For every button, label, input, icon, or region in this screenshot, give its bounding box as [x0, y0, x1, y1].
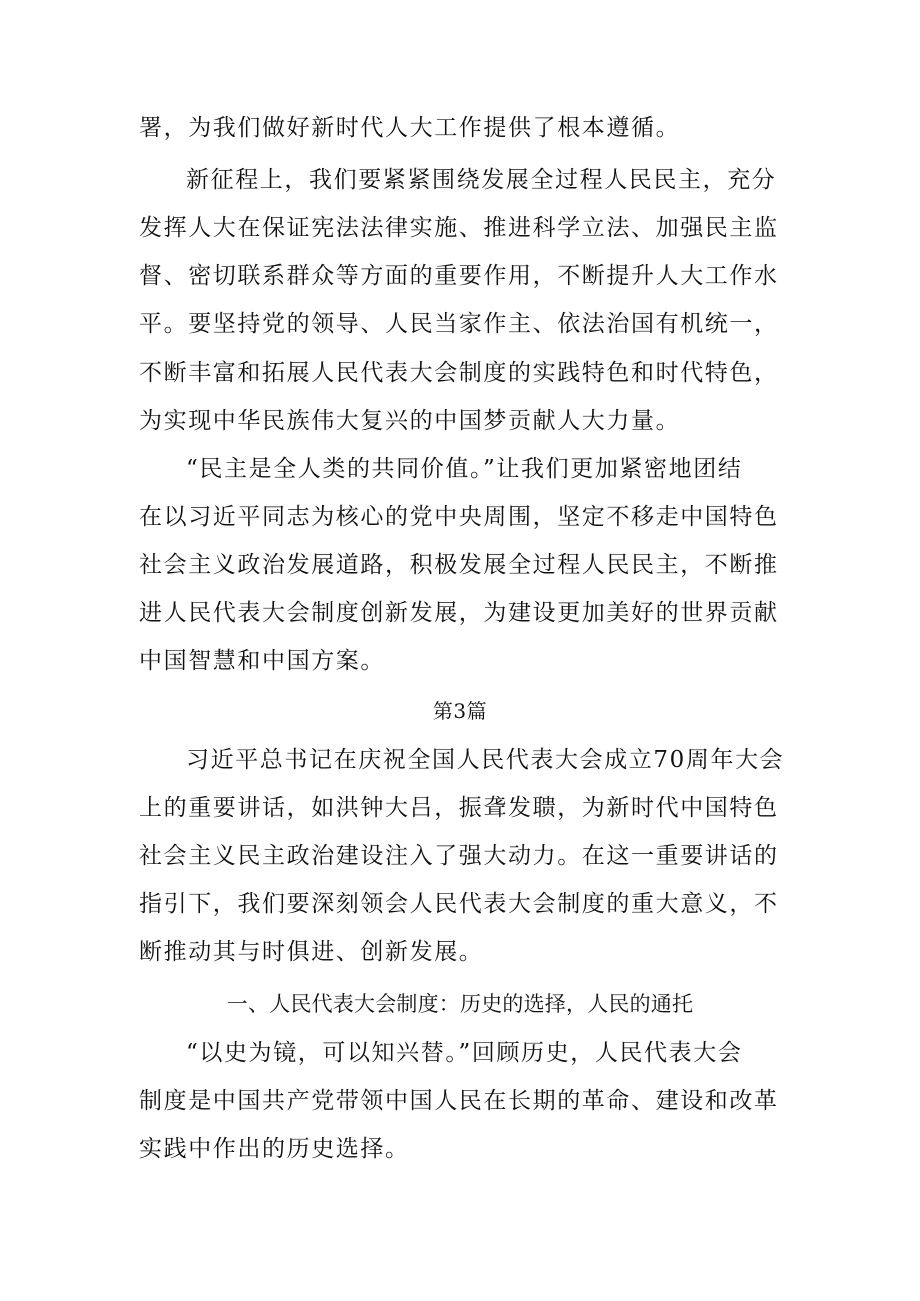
- text-line: 督、密切联系群众等方面的重要作用，不断提升人大工作水: [139, 263, 779, 289]
- text-line: 实践中作出的历史选择。: [139, 1136, 410, 1162]
- section-heading: 一、人民代表大会制度：历史的选择，人民的通托: [226, 992, 694, 1016]
- text-line: 社会主义政治发展道路，积极发展全过程人民民主，不断推: [139, 552, 779, 578]
- text-line: “以史为镜，可以知兴替。”回顾历史，人民代表大会: [186, 1040, 743, 1066]
- text-line: 习近平总书记在庆祝全国人民代表大会成立70周年大会: [186, 747, 785, 773]
- text-line: 平。要坚持党的领导、人民当家作主、依法治国有机统一，: [139, 311, 779, 337]
- text-line: 发挥人大在保证宪法法律实施、推进科学立法、加强民主监: [139, 215, 779, 241]
- text-line: 为实现中华民族伟大复兴的中国梦贡献人大力量。: [139, 408, 681, 434]
- text-line: 不断丰富和拓展人民代表大会制度的实践特色和时代特色，: [139, 360, 779, 386]
- text-line: 制度是中国共产党带领中国人民在长期的革命、建设和改革: [139, 1088, 779, 1114]
- text-line: 指引下，我们要深刻领会人民代表大会制度的重大意义，不: [139, 891, 779, 917]
- text-line: 断推动其与时俱进、创新发展。: [139, 939, 484, 965]
- text-line: 进人民代表大会制度创新发展，为建设更加美好的世界贡献: [139, 600, 779, 626]
- text-line: 中国智慧和中国方案。: [139, 648, 385, 674]
- text-line: 社会主义民主政治建设注入了强大动力。在这一重要讲话的: [139, 843, 779, 869]
- text-line: 新征程上，我们要紧紧围绕发展全过程人民民主，充分: [186, 167, 777, 193]
- text-line: “民主是全人类的共同价值。”让我们更加紧密地团结: [186, 456, 743, 482]
- text-line: 在以习近平同志为核心的党中央周围，坚定不移走中国特色: [139, 504, 779, 530]
- text-line: 上的重要讲话，如洪钟大吕，振聋发聩，为新时代中国特色: [139, 795, 779, 821]
- text-line: 署，为我们做好新时代人大工作提供了根本遵循。: [139, 115, 681, 141]
- section-title: 第3篇: [432, 699, 488, 723]
